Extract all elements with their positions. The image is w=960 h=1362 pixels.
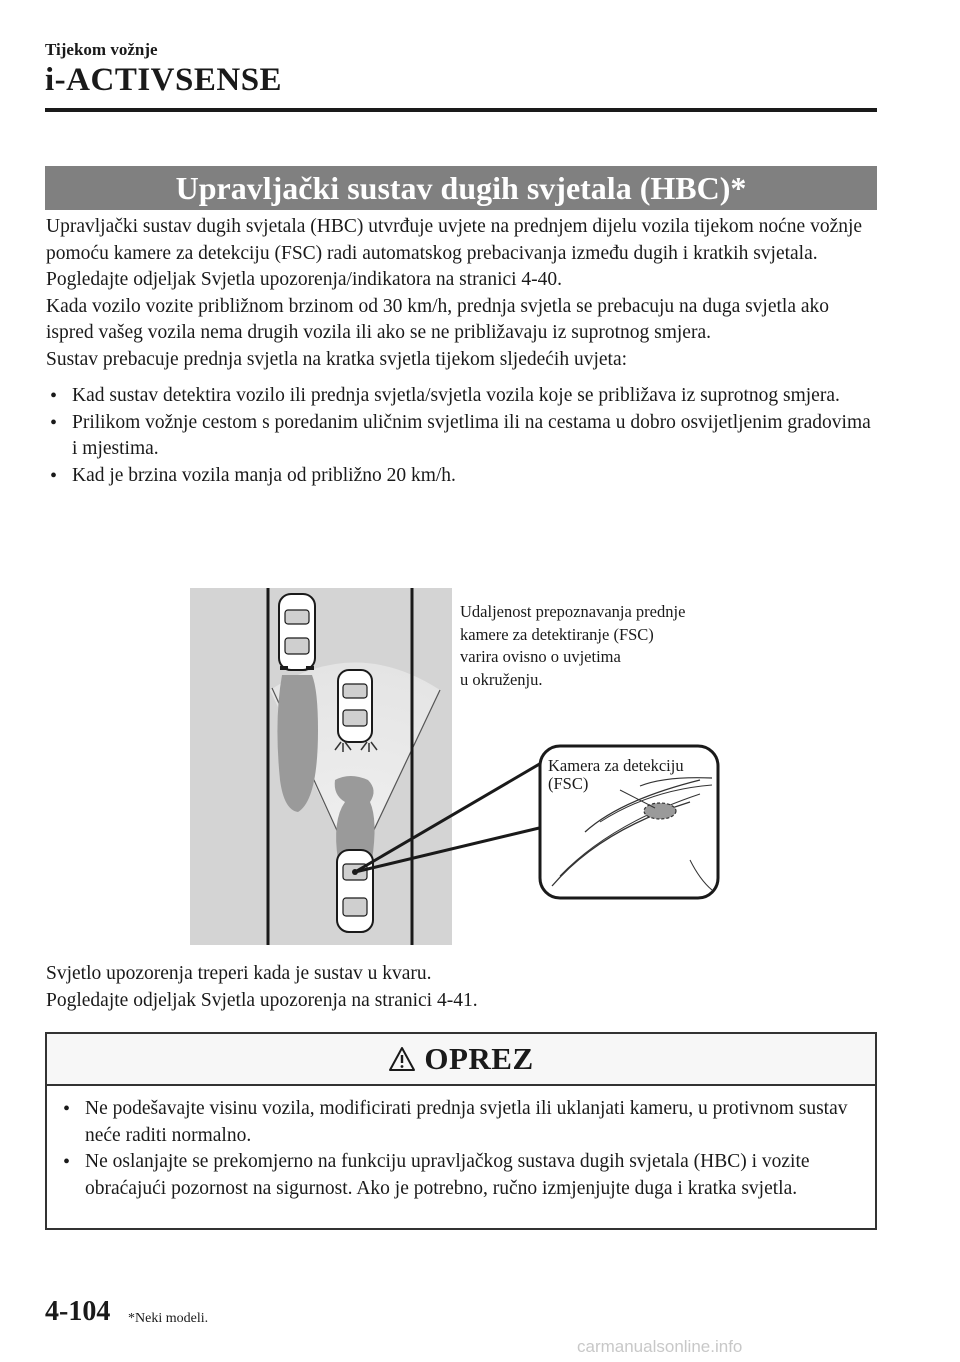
intro-paragraph-1: Upravljački sustav dugih svjetala (HBC) utvrđuje uvjete na prednjem dijelu vozila tijekom noćne vožnje pomoću kamere za detekciju (FSC) radi automatskog prebacivanja između dugih i kratkih svjetala. xyxy=(46,216,863,264)
hbc-illustration xyxy=(0,580,960,952)
header-rule xyxy=(45,108,877,112)
own-car-icon xyxy=(337,850,373,932)
malfunction-paragraph-1: Svjetlo upozorenja treperi kada je sustav u kvaru. xyxy=(46,963,432,984)
malfunction-paragraph-2: Pogledajte odjeljak Svjetla upozorenja na stranici 4-41. xyxy=(46,989,478,1011)
section-title: Upravljački sustav dugih svjetala (HBC)* xyxy=(45,166,877,210)
warning-triangle-icon xyxy=(388,1046,416,1072)
intro-paragraph-3: Kada vozilo vozite približnom brzinom od 30 km/h, prednja svjetla se prebacuju na duga svjetla ako ispred vašeg vozila nema drugih vozila ili ako se ne približavaju iz suprotnog smjera. xyxy=(46,295,830,343)
intro-paragraph-4: Sustav prebacuje prednja svjetla na kratka svjetla tijekom sljedećih uvjeta: xyxy=(46,348,628,370)
conditions-list xyxy=(46,383,878,489)
oncoming-car-icon xyxy=(279,594,315,670)
condition-item-1: • Kad sustav detektira vozilo ili prednja svjetla/svjetla vozila koje se približava iz suprotnog smjera. xyxy=(46,383,878,410)
caution-item-1: • Ne podešavajte visinu vozila, modificirati prednja svjetla ili uklanjati kameru, u protivnom sustav neće raditi normalno. xyxy=(59,1096,865,1149)
condition-item-2: • Prilikom vožnje cestom s poredanim uličnim svjetlima ili na cestama u dobro osvijetljenim gradovima i mjestima. xyxy=(46,410,878,463)
caution-item-2: • Ne oslanjajte se prekomjerno na funkciju upravljačkog sustava dugih svjetala (HBC) i vozite obraćajući pozornost na sigurnost. Ako je potrebno, ručno izmjenjujte duga i kratka svjetla. xyxy=(59,1149,865,1202)
running-header-chapter: i-ACTIVSENSE xyxy=(45,62,283,98)
page-number: 4-104 xyxy=(45,1296,111,1327)
running-header-section: Tijekom vožnje xyxy=(45,40,158,59)
caution-header xyxy=(47,1034,875,1086)
footnote: *Neki modeli. xyxy=(128,1311,209,1326)
range-callout: Udaljenost prepoznavanja prednje kamere za detektiranje (FSC) varira ovisno o uvjetima u okruženju. xyxy=(460,602,686,689)
condition-item-3: • Kad je brzina vozila manja od približno 20 km/h. xyxy=(46,463,878,490)
intro-paragraph-2: Pogledajte odjeljak Svjetla upozorenja/indikatora na stranici 4-40. xyxy=(46,269,563,290)
fsc-camera-icon xyxy=(644,803,676,819)
intro-text xyxy=(46,214,878,489)
caution-title: OPREZ xyxy=(424,1041,534,1076)
caution-box xyxy=(45,1032,877,1230)
camera-callout: Kamera za detekciju (FSC) xyxy=(548,756,684,793)
malfunction-text xyxy=(46,961,878,1014)
own-beam xyxy=(335,776,375,860)
watermark: carmanualsonline.info xyxy=(577,1337,743,1356)
caution-body xyxy=(47,1086,875,1202)
